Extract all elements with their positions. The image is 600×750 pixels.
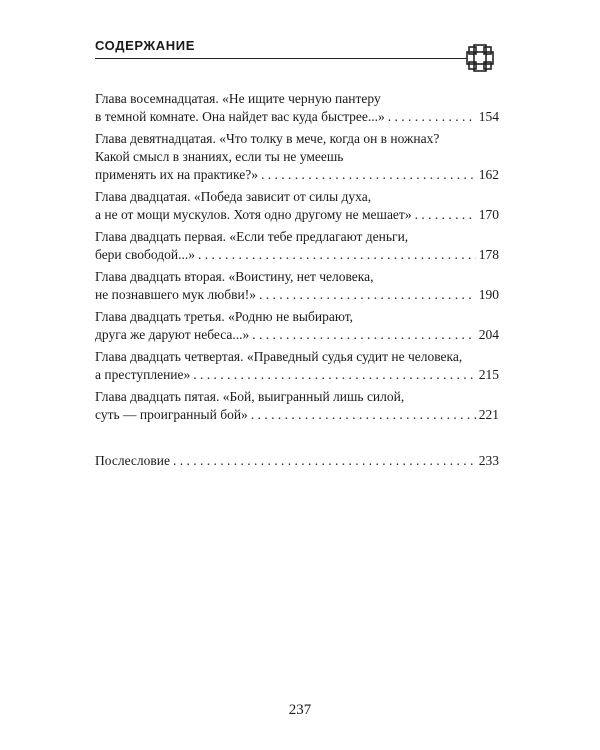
toc-page-number: 178 (478, 247, 499, 262)
toc-entry-title-line: бери свободой...» (95, 247, 196, 262)
dot-leader (193, 366, 475, 384)
toc-entry-title-line: применять их на практике?» (95, 167, 258, 182)
toc-page-number: 162 (478, 167, 499, 182)
dot-leader (251, 406, 476, 424)
table-of-contents (95, 90, 499, 474)
celtic-knot-icon (465, 42, 495, 74)
toc-page-number: 170 (478, 207, 499, 222)
toc-entry-title-line: в темной комнате. Она найдет вас куда быстрее...» (95, 109, 385, 124)
toc-page-number: 204 (478, 327, 499, 342)
toc-entry-title-line: не познавшего мук любви!» (95, 287, 256, 302)
dot-leader (173, 452, 476, 470)
section-title: СОДЕРЖАНИЕ (95, 38, 195, 53)
toc-entry[interactable] (95, 268, 499, 304)
dot-leader (388, 108, 476, 126)
toc-entry-title-line: друга же даруют небеса...» (95, 327, 250, 342)
toc-page-number: 215 (478, 367, 499, 382)
toc-entry[interactable] (95, 228, 499, 264)
toc-entry-title-line: а преступление» (95, 367, 191, 382)
page-number: 237 (288, 702, 312, 718)
toc-entry-title-line: Глава двадцать вторая. «Воистину, нет человека, (95, 269, 374, 284)
toc-entry-title-line: Глава двадцать первая. «Если тебе предлагают деньги, (95, 229, 409, 244)
dot-leader (259, 286, 476, 304)
toc-page-number: 221 (478, 407, 499, 422)
toc-entry-title-line: Глава восемнадцатая. «Не ищите черную пантеру (95, 91, 381, 106)
running-header (95, 38, 500, 78)
afterword-label: Послесловие (95, 453, 170, 468)
toc-entry-title-line: Глава двадцать пятая. «Бой, выигранный лишь силой, (95, 389, 405, 404)
toc-entry-title-line: а не от мощи мускулов. Хотя одно другому не мешает» (95, 207, 412, 222)
dot-leader (261, 166, 476, 184)
toc-entry[interactable] (95, 308, 499, 344)
toc-page-number: 233 (478, 453, 499, 468)
dot-leader (252, 326, 476, 344)
toc-entry-afterword[interactable] (95, 452, 499, 470)
toc-entry[interactable] (95, 388, 499, 424)
toc-entry[interactable] (95, 130, 499, 184)
toc-entry[interactable] (95, 348, 499, 384)
toc-page-number: 154 (478, 109, 499, 124)
toc-page-number: 190 (478, 287, 499, 302)
dot-leader (415, 206, 476, 224)
toc-entry-title-line: Глава двадцатая. «Победа зависит от силы духа, (95, 189, 372, 204)
toc-entry-title-line: Глава двадцать четвертая. «Праведный судья судит не человека, (95, 349, 463, 364)
toc-entry-title-line: суть — проигранный бой» (95, 407, 248, 422)
toc-entry-title-line: Какой смысл в знаниях, если ты не умеешь (95, 149, 344, 164)
dot-leader (198, 246, 476, 264)
toc-entry[interactable] (95, 188, 499, 224)
toc-entry[interactable] (95, 90, 499, 126)
header-divider (95, 58, 467, 59)
toc-entry-title-line: Глава двадцать третья. «Родню не выбирают, (95, 309, 354, 324)
toc-entry-title-line: Глава девятнадцатая. «Что толку в мече, когда он в ножнах? (95, 131, 440, 146)
